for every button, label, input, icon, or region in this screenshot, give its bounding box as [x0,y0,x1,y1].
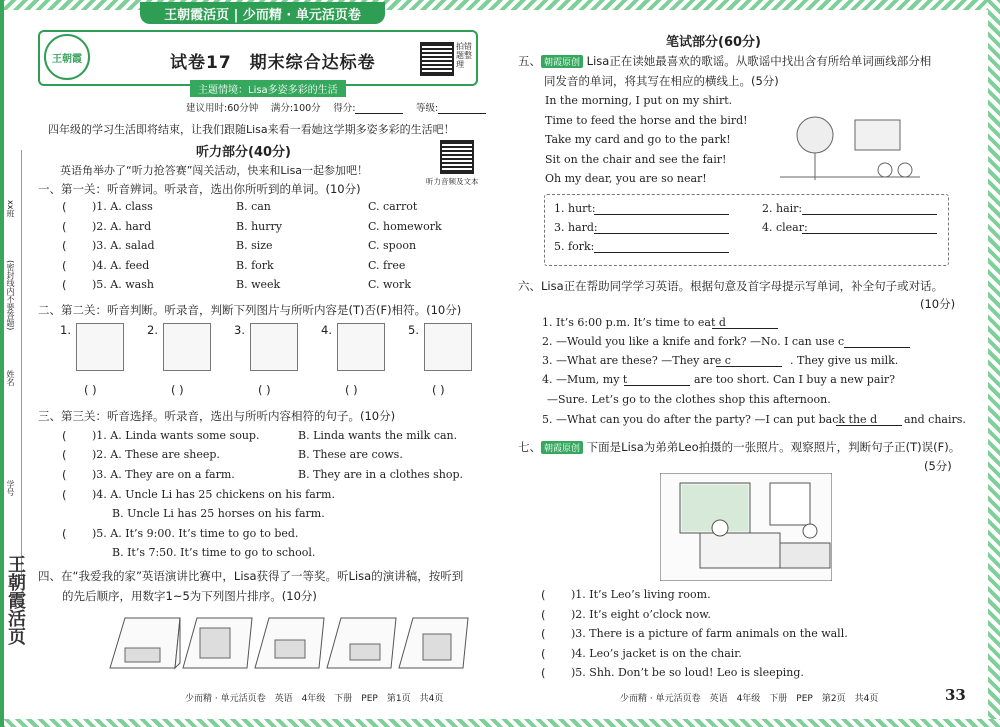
s1-option-c: C. carrot [368,200,418,213]
word-prompt: 5. fork: [554,240,595,253]
s5-title: Lisa正在读她最喜欢的歌谣。从歌谣中找出含有所给单词画线部分相 [586,54,932,68]
s2-answer-paren: ( ) [171,383,184,397]
s7-paren: ( [541,607,546,622]
brand-logo: 王朝霞 [44,34,90,80]
s6-sentence: 2. —Would you like a knife and fork? —No. I can use c [542,335,845,348]
s1-option-b: B. week [236,278,281,291]
s7-label: 七、 [518,440,541,454]
s2-picture [163,323,211,371]
s1-option-b: B. fork [236,258,274,272]
s3-option-a: )1. A. Linda wants some soup. [92,429,260,442]
meta-score: 得分: [333,103,356,114]
chant-line: Take my card and go to the park! [545,133,731,146]
s7-statement: )1. It’s Leo’s living room. [571,588,711,601]
s7-paren: ( [541,588,546,602]
qr-code [420,42,454,76]
s1-paren: ( [62,258,67,273]
s1-paren: ( [62,200,67,214]
s5-label: 五、 [518,54,541,68]
s1-option-a: )5. A. wash [92,278,154,291]
top-banner: 王朝霞活页 | 少而精 · 单元活页卷 [140,2,385,24]
s1-option-c: C. homework [368,219,442,233]
s2-title: 二、第二关：听音判断。听录音，判断下列图片与所听内容是(T)否(F)相符。(10分) [38,303,462,317]
right-border [988,0,1000,727]
s2-picture [250,323,298,371]
qr-caption: 拍错题整理 [456,42,472,69]
s6-tail-4: are too short. Can I buy a new pair? [694,373,896,386]
word-prompt: 1. hurt: [554,202,596,215]
s1-option-a: )2. A. hard [92,219,152,233]
s1-paren: ( [62,239,67,253]
s1-option-a: )1. A. class [92,200,153,213]
bedroom-photo [660,473,832,581]
paper-title: 试卷17 期末综合达标卷 [170,53,376,73]
s1-option-a: )4. A. feed [92,258,150,272]
chant-line: In the morning, I put on my shirt. [545,94,733,107]
chant-line: Sit on the chair and see the fair! [545,152,727,166]
s1-paren: ( [62,219,67,234]
s1-option-a: )3. A. salad [92,239,155,252]
word-prompt: 3. hard: [554,221,598,234]
spine-note: (密封线内不要答题) [6,260,15,331]
word-answer-line[interactable] [594,233,729,234]
s1-option-b: B. can [236,200,271,213]
s3-option-b: B. These are cows. [298,448,403,461]
s7-statement: )3. There is a picture of farm animals on the wall. [571,627,848,640]
spine-class: xx班 [6,200,15,218]
s2-num: 2. [147,323,158,337]
s6-sentence: 3. —What are these? —They are c [542,354,731,367]
s6-tail-5: and chairs. [904,413,966,426]
s3-option-b: B. Linda wants the milk can. [298,429,458,442]
s6-blank-3[interactable] [716,366,782,367]
s3-option-a: )5. A. It’s 9:00. It’s time to go to bed. [92,527,299,540]
s1-option-c: C. spoon [368,239,417,252]
word-prompt: 2. hair: [762,202,803,215]
s2-picture [337,323,385,371]
s6-points: (10分) [920,297,956,311]
listening-qr [440,140,474,174]
s3-option-a: )4. A. Uncle Li has 25 chickens on his farm. [92,488,335,501]
s3-paren: ( [62,448,67,462]
intro-text: 四年级的学习生活即将结束，让我们跟随Lisa来看一看她这学期多姿多彩的生活吧！ [48,123,455,136]
s1-option-b: B. size [236,239,273,252]
word-answer-box [544,194,949,266]
s7-statement: )2. It’s eight o’clock now. [571,607,711,621]
s7-statement: )5. Shh. Don’t be so loud! Leo is sleeping. [571,666,804,679]
s6-sentence: —Sure. Let’s go to the clothes shop this afternoon. [547,393,831,406]
spine-name: 姓名 [6,370,15,386]
footer-right: 少而精 · 单元活页卷 英语 4年级 下册 PEP 第2页 共4页 [620,694,879,704]
s6-sentence: 4. —Mum, my t [542,373,628,386]
word-answer-line[interactable] [802,214,937,215]
s6-blank-5[interactable] [836,425,902,426]
s3-paren: ( [62,468,67,482]
chant-line: Time to feed the horse and the bird! [545,113,748,127]
s3-paren: ( [62,429,67,443]
house-rooms-illustration [105,608,480,682]
s1-option-b: B. hurry [236,219,282,233]
s5-badge: 朝霞原创 [541,55,583,68]
page-number: 33 [945,686,966,704]
s7-points: (5分) [924,459,952,473]
listening-title: 听力部分(40分) [196,145,291,160]
spine-number: 学号 [6,480,15,496]
s3-option-a: )2. A. These are sheep. [92,448,220,461]
s2-answer-paren: ( ) [345,383,358,397]
s1-paren: ( [62,278,67,292]
spine-brand: 王朝霞活页 [5,555,26,645]
s7-heading [518,439,960,455]
s3-option-a: )3. A. They are on a farm. [92,468,235,481]
s2-picture [76,323,124,371]
s1-title: 一、第一关：听音辨词。听录音，选出你所听到的单词。(10分) [38,182,361,196]
theme-tag: 主题情境：Lisa多姿多彩的生活 [190,80,346,97]
word-answer-line[interactable] [802,233,937,234]
s7-badge: 朝霞原创 [541,441,583,454]
s1-option-c: C. free [368,258,406,272]
s2-num: 4. [321,323,332,337]
bottom-border [0,719,1000,727]
park-illustration [775,105,925,185]
footer-left: 少而精 · 单元活页卷 英语 4年级 下册 PEP 第1页 共4页 [185,694,444,704]
s6-sentence: 1. It’s 6:00 p.m. It’s time to eat d [542,316,726,329]
listening-intro: 英语角举办了“听力抢答赛”闯关活动，快来和Lisa一起参加吧！ [60,164,369,177]
listening-qr-caption: 听力音频及文本 [426,177,479,186]
s2-num: 5. [408,323,419,337]
meta-full: 满分:100分 [270,103,321,114]
s1-option-c: C. work [368,278,411,291]
chant-line: Oh my dear, you are so near! [545,172,707,185]
s6-blank-1[interactable] [712,328,778,329]
word-prompt: 4. clear: [762,221,808,234]
written-title: 笔试部分(60分) [666,35,761,50]
s3-option-a: B. Uncle Li has 25 horses on his farm. [112,507,325,520]
s2-picture [424,323,472,371]
s2-answer-paren: ( ) [258,383,271,397]
s6-sentence: 5. —What can you do after the party? —I can put back the d [542,413,878,426]
s2-answer-paren: ( ) [432,383,445,397]
s6-tail-3: . They give us milk. [790,354,899,367]
s7-paren: ( [541,627,546,641]
s3-title: 三、第三关：听音选择。听录音，选出与所听内容相符的句子。(10分) [38,409,396,423]
s3-option-a: B. It’s 7:50. It’s time to go to school. [112,546,316,559]
s6-blank-4[interactable] [624,385,690,386]
s5-heading [518,53,931,69]
word-answer-line[interactable] [594,252,729,253]
s7-title: 下面是Lisa为弟弟Leo拍摄的一张照片。观察照片，判断句子正(T)误(F)。 [586,440,961,454]
s4-title-2: 的先后顺序，用数字1~5为下列图片排序。(10分) [62,589,317,603]
s3-paren: ( [62,527,67,541]
paper-meta [186,100,486,114]
s2-num: 1. [60,323,71,337]
s7-paren: ( [541,666,546,680]
s5-title-2: 同发音的单词，将其写在相应的横线上。(5分) [544,74,779,88]
s3-paren: ( [62,488,67,502]
meta-level: 等级: [415,103,439,114]
s2-answer-paren: ( ) [84,383,97,397]
word-answer-line[interactable] [594,214,729,215]
s4-title: 四、在“我爱我的家”英语演讲比赛中，Lisa获得了一等奖。听Lisa的演讲稿，按听到 [38,569,464,583]
meta-time: 建议用时:60分钟 [186,103,259,114]
s2-num: 3. [234,323,245,337]
s7-statement: )4. Leo’s jacket is on the chair. [571,646,742,660]
s6-blank-2[interactable] [844,347,910,348]
s7-paren: ( [541,646,546,661]
s6-title: 六、Lisa正在帮助同学学习英语。根据句意及首字母提示写单词，补全句子或对话。 [518,279,944,293]
s3-option-b: B. They are in a clothes shop. [298,468,464,481]
